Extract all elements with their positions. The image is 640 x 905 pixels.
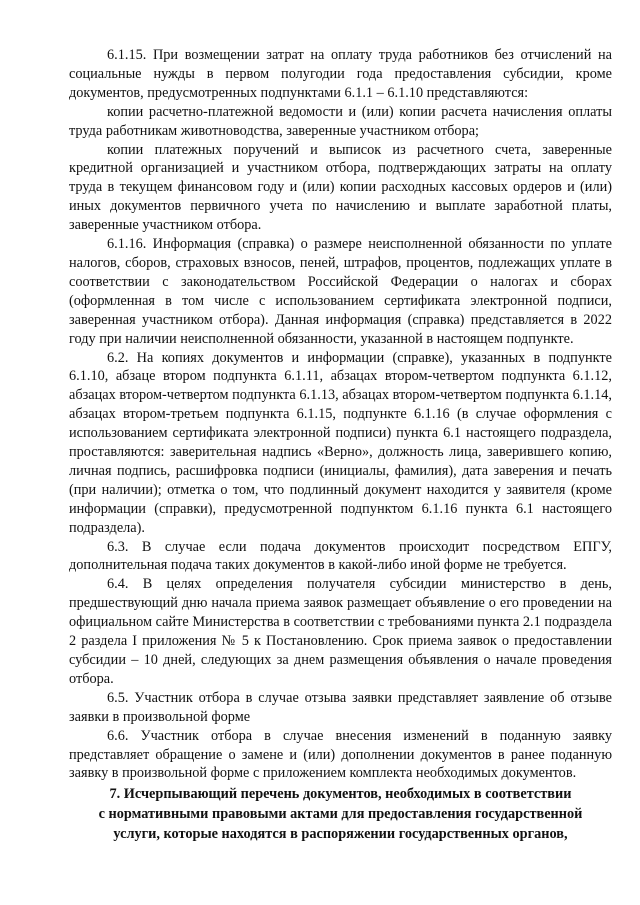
- paragraph-payment-orders: копии платежных поручений и выписок из расчетного счета, заверенные кредитной организацией и участником отбора, подтверждающих затраты на оплату труда в текущем финансовом году и (или) копии расходных кассовых ордеров и (или) иных документов первичного учета по начислению и выплате заработной платы, заверенные участником отбора.: [69, 141, 612, 234]
- paragraph-6-2: 6.2. На копиях документов и информации (справке), указанных в подпункте 6.1.10, абзаце втором подпункта 6.1.11, абзацах втором-четвертом подпункта 6.1.12, абзацах втором-четвертом подпункта 6.1.13, абзацах втором-четвертом подпункта 6.1.14, абзацах втором-третьем подпункта 6.1.15, подпункте 6.1.16 (в случае оформления с использованием сертификата электронной подписи) пункта 6.1 настоящего подраздела, проставляются: заверительная надпись «Верно», должность лица, заверившего копию, личная подпись, расшифровка подписи (инициалы, фамилия), дата заверения и печать (при наличии); отметка о том, что подлинный документ находится у заявителя (кроме информации (справки), предусмотренной подпунктом 6.1.16 пункта 6.1 настоящего подраздела).: [69, 349, 612, 536]
- paragraph-payroll-copies: копии расчетно-платежной ведомости и (или) копии расчета начисления оплаты труда работникам животноводства, заверенные участником отбора;: [69, 103, 612, 139]
- section-7-heading: [69, 784, 612, 844]
- heading-line-1: 7. Исчерпывающий перечень документов, необходимых в соответствии: [109, 786, 572, 802]
- paragraph-6-4: 6.4. В целях определения получателя субсидии министерство в день, предшествующий дню начала приема заявок размещает объявление о его проведении на официальном сайте Министерства в соответствии с требованиями пункта 2.1 подраздела 2 раздела I приложения № 5 к Постановлению. Срок приема заявок о предоставлении субсидии – 10 дней, следующих за днем размещения объявления о начале проведения отбора.: [69, 576, 612, 687]
- paragraph-6-5: 6.5. Участник отбора в случае отзыва заявки представляет заявление об отзыве заявки в произвольной форме: [69, 689, 612, 725]
- document-body: [69, 46, 612, 783]
- heading-line-3: услуги, которые находятся в распоряжении государственных органов,: [113, 826, 568, 842]
- paragraph-6-1-16: 6.1.16. Информация (справка) о размере неисполненной обязанности по уплате налогов, сборов, страховых взносов, пеней, штрафов, процентов, подлежащих уплате в соответствии с законодательством Российской Федерации о налогах и сборах (оформленная в том числе с использованием сертификата электронной подписи, заверенная участником отбора). Данная информация (справка) представляется в 2022 году при наличии неисполненной обязанности, указанной в настоящем подпункте.: [69, 236, 612, 347]
- paragraph-6-6: 6.6. Участник отбора в случае внесения изменений в поданную заявку представляет обращение о замене и (или) дополнении документов в ранее поданную заявку в произвольной форме с приложением комплекта необходимых документов.: [69, 727, 612, 782]
- paragraph-6-1-15: 6.1.15. При возмещении затрат на оплату труда работников без отчислений на социальные нужды в первом полугодии года предоставления субсидии, кроме документов, предусмотренных подпунктами 6.1.1 – 6.1.10 представляются:: [69, 47, 612, 101]
- heading-line-2: с нормативными правовыми актами для предоставления государственной: [98, 806, 583, 822]
- paragraph-6-3: 6.3. В случае если подача документов происходит посредством ЕПГУ, дополнительная подача таких документов в какой-либо иной форме не требуется.: [69, 538, 612, 574]
